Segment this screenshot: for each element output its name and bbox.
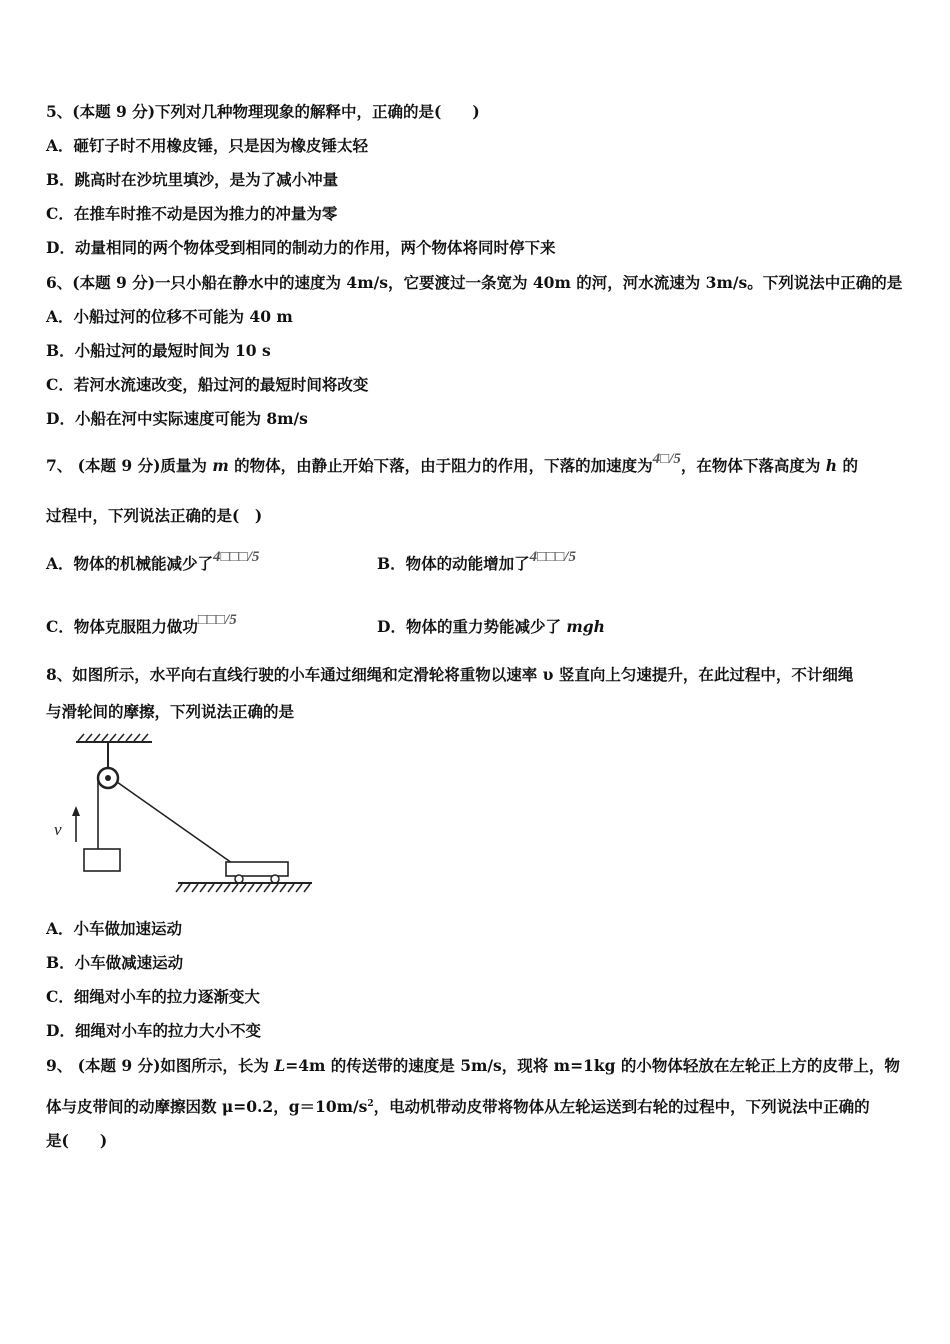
q6-option-d: D．小船在河中实际速度可能为 8m/s bbox=[46, 409, 308, 428]
q6-stem: 6、(本题 9 分)一只小船在静水中的速度为 4m/s，它要渡过一条宽为 40m 的河，河水流速为 3m/s。下列说法中正确的是 bbox=[46, 273, 903, 292]
q9-line1-part1: 9、 (本题 9 分)如图所示，长为 bbox=[46, 1056, 275, 1075]
q9-stem-line3: 是( ) bbox=[46, 1131, 108, 1150]
ground bbox=[176, 883, 312, 892]
q5-option-c: C．在推车时推不动是因为推力的冲量为零 bbox=[46, 204, 338, 223]
q7-option-b-text: B．物体的动能增加了 bbox=[377, 554, 530, 573]
q7-option-b-formula: 4□□□/5 bbox=[529, 549, 576, 565]
q6-option-c: C．若河水流速改变，船过河的最短时间将改变 bbox=[46, 375, 369, 394]
q6-option-a: A．小船过河的位移不可能为 40 m bbox=[46, 307, 293, 326]
q9-stem bbox=[46, 1055, 900, 1077]
q6-option-b: B．小船过河的最短时间为 10 s bbox=[46, 341, 271, 360]
q7-accel-formula: 4□/5 bbox=[652, 451, 681, 467]
q7-option-c bbox=[46, 612, 237, 639]
q7-option-a-text: A．物体的机械能减少了 bbox=[46, 554, 214, 573]
q5-option-b: B．跳高时在沙坑里填沙，是为了减小冲量 bbox=[46, 170, 339, 189]
q9-superscript: 2 bbox=[367, 1099, 374, 1109]
q9-line2-part1: 体与皮带间的动摩擦因数 μ=0.2，g＝10m/s bbox=[46, 1097, 368, 1117]
q7-stem-part2: 的物体，由静止开始下落，由于阻力的作用，下落的加速度为 bbox=[228, 456, 653, 475]
q8-stem: 8、如图所示，水平向右直线行驶的小车通过细绳和定滑轮将重物以速率 υ 竖直向上匀速提升，在此过程中，不计细绳 bbox=[46, 665, 854, 684]
q7-var-mgh: mgh bbox=[566, 617, 605, 636]
q7-stem-line2: 过程中，下列说法正确的是( ) bbox=[46, 506, 263, 525]
q8-stem-line2: 与滑轮间的摩擦，下列说法正确的是 bbox=[46, 702, 295, 721]
q7-option-b bbox=[377, 549, 576, 576]
weight-block bbox=[84, 849, 120, 871]
q5-option-d: D．动量相同的两个物体受到相同的制动力的作用，两个物体将同时停下来 bbox=[46, 238, 556, 257]
pulley-axle bbox=[105, 775, 111, 781]
q7-option-a-formula: 4□□□/5 bbox=[213, 549, 260, 565]
q7-var-h: h bbox=[825, 456, 838, 475]
velocity-label: v bbox=[54, 820, 62, 839]
q7-var-m: m bbox=[212, 456, 229, 475]
q5-stem: 5、(本题 9 分)下列对几种物理现象的解释中，正确的是( ) bbox=[46, 102, 480, 121]
cart-wheel-right bbox=[271, 875, 279, 883]
q8-option-b: B．小车做减速运动 bbox=[46, 953, 184, 972]
q9-var-L: L bbox=[274, 1056, 286, 1075]
pulley-cart-figure bbox=[48, 732, 318, 896]
q7-option-a bbox=[46, 549, 260, 576]
q9-line1-part2: =4m 的传送带的速度是 5m/s，现将 m=1kg 的小物体轻放在左轮正上方的皮带上，物 bbox=[285, 1056, 900, 1075]
q7-stem bbox=[46, 451, 858, 478]
q7-option-d-text: D．物体的重力势能减少了 bbox=[377, 617, 567, 636]
q7-option-d bbox=[377, 616, 605, 638]
q8-option-d: D．细绳对小车的拉力大小不变 bbox=[46, 1021, 261, 1040]
q8-option-a: A．小车做加速运动 bbox=[46, 919, 183, 938]
q9-stem-line2 bbox=[46, 1093, 870, 1118]
cart-wheel-left bbox=[235, 875, 243, 883]
q7-stem-part1: 7、 (本题 9 分)质量为 bbox=[46, 456, 213, 475]
velocity-arrow bbox=[72, 806, 80, 842]
q7-stem-part4: 的 bbox=[837, 456, 858, 475]
q7-option-c-formula: □□□/5 bbox=[197, 612, 237, 628]
cart-body bbox=[226, 862, 288, 876]
ceiling bbox=[76, 734, 152, 742]
rope-to-cart bbox=[117, 782, 232, 863]
q7-stem-part3: ，在物体下落高度为 bbox=[680, 456, 826, 475]
q5-option-a: A．砸钉子时不用橡皮锤，只是因为橡皮锤太轻 bbox=[46, 136, 369, 155]
q8-option-c: C．细绳对小车的拉力逐渐变大 bbox=[46, 987, 260, 1006]
q9-line2-part2: ，电动机带动皮带将物体从左轮运送到右轮的过程中，下列说法中正确的 bbox=[373, 1097, 870, 1117]
q7-option-c-text: C．物体克服阻力做功 bbox=[46, 617, 198, 636]
